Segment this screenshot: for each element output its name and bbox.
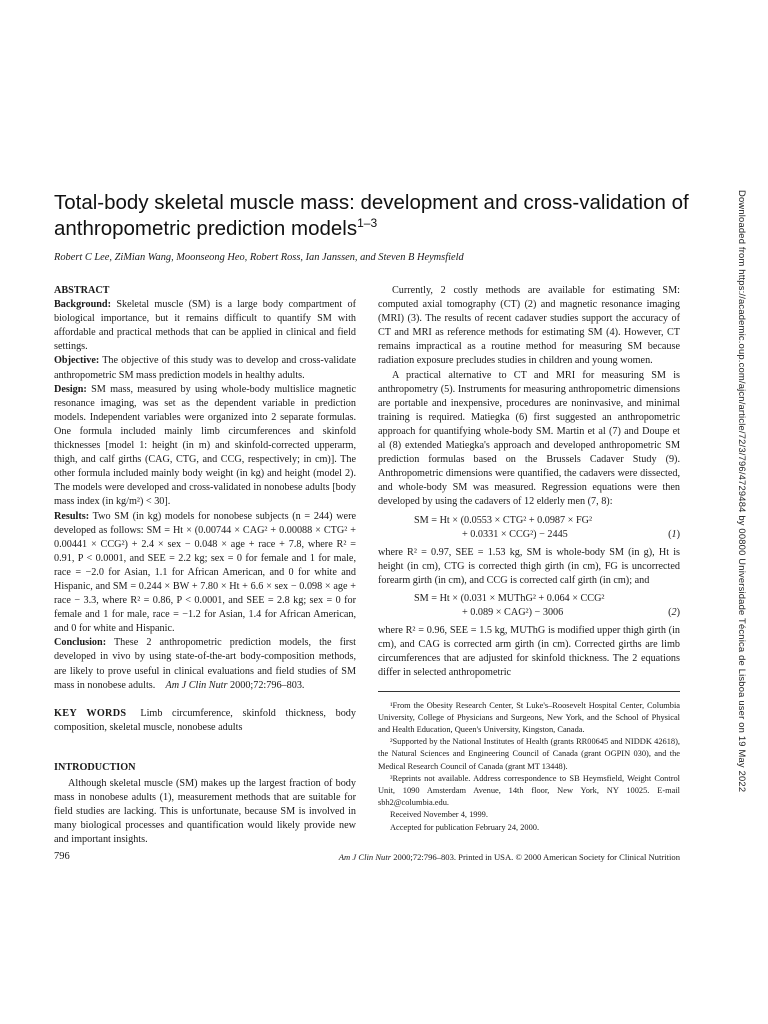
conclusion-text: These 2 anthropometric prediction models, the first developed in vivo by using state-of-the-art body-composition methods, are likely to prove useful in clinical evaluations and field studies of SM mass in nonobese adults.: [54, 637, 356, 691]
body-paragraph-3: where R² = 0.97, SEE = 1.53 kg, SM is whole-body SM (in g), Ht is height (in cm), CTG is corrected thigh girth (in cm), FG is uncorrected forearm girth (in cm), and CCG is corrected calf girth (in cm); and: [378, 546, 680, 586]
equation-2-number: (2): [668, 607, 680, 619]
abstract-results: [54, 510, 356, 637]
equation-1: [378, 514, 680, 542]
footer-journal: Am J Clin Nutr: [338, 852, 392, 862]
abstract-design: [54, 383, 356, 510]
received-date: Received November 4, 1999.: [390, 810, 488, 820]
abstract-background: [54, 298, 356, 354]
right-column: [378, 284, 680, 834]
body-paragraph-2: A practical alternative to CT and MRI for measuring SM is anthropometry (5). Instruments for measuring anthropometric dimensions are portable and inexpensive, procedures are noninvasive, and minimal training is required. Matiegka (6) first suggested an anthropometric approach for quantifying whole-body SM. Martin et al (7) and Doupe et al (8) extended Matiegka's approach and developed anthropometric SM prediction formulas based on the Brussels Cadaver Study (9). Anthropometric dimensions were quantified, the cadavers were dissected, and whole-body SM was measured. Regression equations were then developed by using the cadavers of 12 elderly men (7, 8):: [378, 369, 680, 508]
background-label: Background:: [54, 299, 111, 311]
results-label: Results:: [54, 510, 90, 522]
introduction-heading: INTRODUCTION: [54, 761, 136, 773]
footnote-2: ²Supported by the National Institutes of Health (grants RR00645 and NIDDK 42618), the Natural Sciences and Engineering Council of Canada (grant OGPIN 030), and the Medical Research Council of Canada (grant MT 13448).: [378, 737, 680, 771]
title-text: Total-body skeletal muscle mass: development and cross-validation of anthropometric prediction models: [54, 191, 689, 240]
conclusion-label: Conclusion:: [54, 637, 107, 649]
body-paragraph-1: Currently, 2 costly methods are available for estimating SM: computed axial tomography (CT) (2) and magnetic resonance imaging (MRI) (3). The results of recent cadaver studies support the accuracy of CT and MRI as reference methods for estimating SM (4). However, CT remains impractical as a routine method for measuring SM because radiation exposure precludes studies in children and young women.: [378, 285, 680, 367]
page-number: 796: [54, 851, 70, 862]
title-footnote-markers: 1–3: [357, 216, 378, 230]
abstract-objective: [54, 354, 356, 382]
design-text: SM mass, measured by using whole-body multislice magnetic resonance imaging, was set as the dependent variable in prediction models. Independent variables were organized into 2 separate formulas. One formula included mainly limb circumferences and skinfold thicknesses [model 1: height (in m) and skinfold-corrected upperarm, thigh, and calf girths (CAG, CTG, and CCG, respectively; in cm)]. The other formula included mainly body weight (in kg) and height (model 2). The models were developed and cross-validated in nonobese adults [body mass index (in kg/m²) < 30].: [54, 383, 357, 508]
body-paragraph-4: where R² = 0.96, SEE = 1.5 kg, MUThG is modified upper thigh girth (in cm), and CAG is corrected arm girth (in cm). Corrected girths are limb circumferences that are adjusted for skinfold thickness. The 2 equations differ in selected anthropometric: [378, 625, 680, 679]
equation-2-line-2: + 0.089 × CAG²) − 3006: [462, 607, 564, 619]
design-label: Design:: [54, 383, 87, 395]
objective-label: Objective:: [54, 355, 100, 367]
equation-2-line-1: SM = Ht × (0.031 × MUThG² + 0.064 × CCG²: [414, 592, 605, 604]
author-list: Robert C Lee, ZiMian Wang, Moonseong Heo, Robert Ross, Ian Janssen, and Steven B Heymsfield: [54, 252, 464, 263]
background-text: Skeletal muscle (SM) is a large body compartment of biological importance, but it remains difficult to quantify SM with affordable and practical methods that can be applied in clinical and field settings.: [54, 299, 356, 353]
equation-1-line-2: + 0.0331 × CCG²) − 2445: [462, 528, 568, 540]
abstract-journal-ref: Am J Clin Nutr: [165, 679, 228, 691]
keywords-block: [54, 707, 356, 735]
footnote-1: ¹From the Obesity Research Center, St Luke's–Roosevelt Hospital Center, Columbia University, College of Physicians and Surgeons, New York, and the School of Physical and Health Education, Queen's University, Kingston, Canada.: [378, 700, 680, 734]
results-text: Two SM (in kg) models for nonobese subjects (n = 244) were developed as follows: SM = Ht × (0.00744 × CAG² + 0.00088 × CTG² + 0.00441 × CCG²) + 2.4 × sex − 0.048 × age + race + 7.8, where R² = 0.91, P < 0.0001, and SEE = 2.2 kg; sex = 0 for female and 1 for male, race = −2.0 for Asian, 1.1 for African American, and 0 for white and Hispanic, and SM = 0.244 × BW + 7.80 × Ht + 6.6 × sex − 0.098 × age + race − 3.3, where R² = 0.86, P < 0.0001, and SEE = 2.8 kg; sex = 0 for female and 1 for male, race = −1.2 for Asian, 1.4 for African American, and 0 for white and Hispanic.: [54, 510, 356, 635]
download-watermark: Downloaded from https://academic.oup.com/ajcn/article/72/3/796/4729484 by 00800 Universidade Técnica de Lisboa user on 19 May 2022: [737, 190, 748, 793]
objective-text: The objective of this study was to develop and cross-validate anthropometric SM mass prediction models in healthy adults.: [54, 355, 356, 381]
accepted-date: Accepted for publication February 24, 2000.: [390, 822, 540, 832]
article-title: [54, 190, 714, 242]
equation-1-line-1: SM = Ht × (0.0553 × CTG² + 0.0987 × FG²: [414, 514, 593, 526]
introduction-paragraph: Although skeletal muscle (SM) makes up the largest fraction of body mass in nonobese adults (1), measurement methods that are suitable for field studies are lacking. This is unfortunate, because SM is involved in many biological processes and quantification would likely provide new and important insights.: [54, 778, 356, 846]
footer-citation: [339, 852, 680, 862]
keywords-label: KEY WORDS: [54, 707, 127, 719]
equation-2: [378, 592, 680, 620]
abstract-heading: ABSTRACT: [54, 285, 110, 296]
equation-1-number: (1): [668, 528, 680, 540]
keywords-text: Limb circumference, skinfold thickness, body composition, skeletal muscle, nonobese adults: [54, 707, 356, 733]
left-column: [54, 284, 356, 847]
footnote-3: ³Reprints not available. Address correspondence to SB Heymsfield, Weight Control Unit, 1090 Amsterdam Avenue, 14th floor, New York, NY 10025. E-mail sbh2@columbia.edu.: [378, 773, 680, 808]
footer-citation-rest: 2000;72:796–803. Printed in USA. © 2000 American Society for Clinical Nutrition: [393, 852, 680, 862]
abstract-conclusion: [54, 636, 356, 692]
abstract-citation: 2000;72:796–803.: [230, 679, 305, 691]
footnotes: [378, 691, 680, 834]
